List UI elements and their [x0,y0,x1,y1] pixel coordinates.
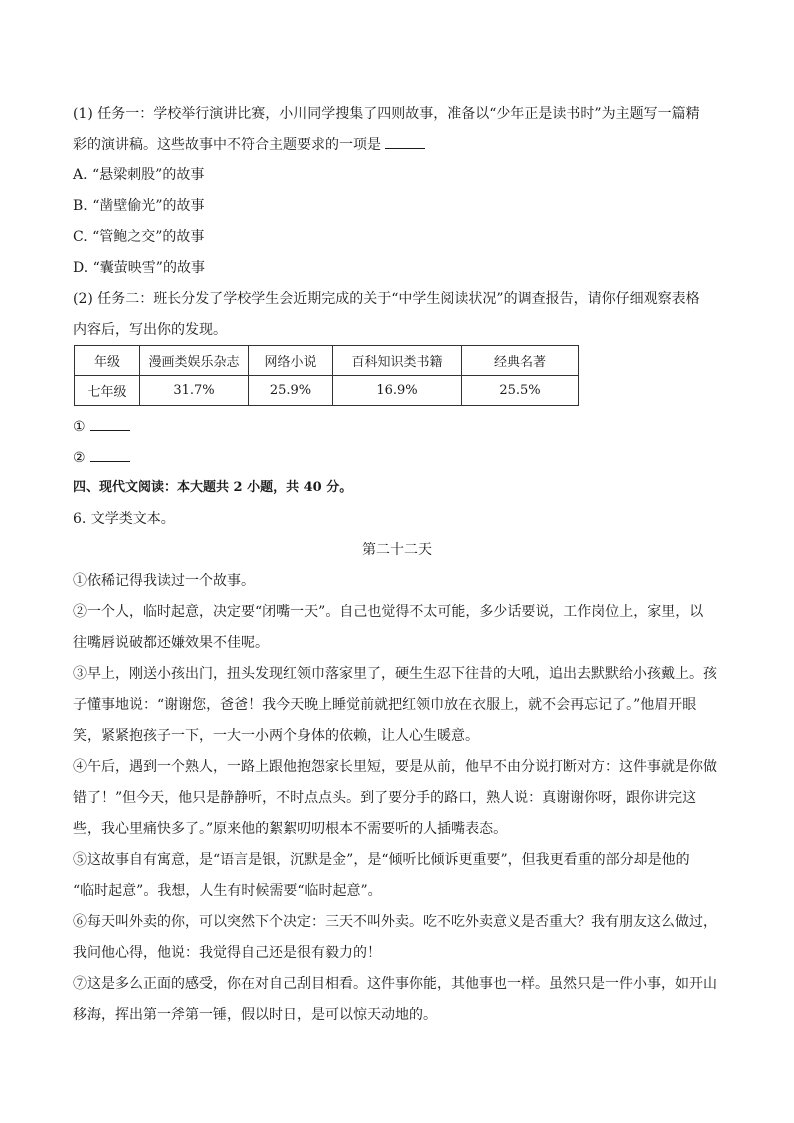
table-cell: 16.9% [333,376,462,406]
table-cell: 25.9% [249,376,333,406]
passage-line: 笑，紧紧抱孩子一下，一大一小两个身体的依赖，让人心生暖意。 [73,728,479,744]
section-heading [73,478,352,498]
answer-line-1 [73,416,130,437]
answer-marker-2: ② [73,450,86,466]
table-row [75,376,579,406]
passage-line: ⑦这是多么正面的感受，你在对自己刮目相看。这件事你能，其他事也一样。虽然只是一件小事，如开山 [73,976,717,992]
table-cell: 31.7% [140,376,249,406]
passage-line: ③早上，刚送小孩出门，扭头发现红领巾落家里了，硬生生忍下往昔的大吼，追出去默默给小孩戴上。孩 [73,666,717,682]
table-cell: 25.5% [462,376,579,406]
answer-blank-2[interactable] [90,447,130,462]
passage-line: 我问他心得，他说：我觉得自己还是很有毅力的！ [73,945,381,961]
table-header-cell: 网络小说 [249,346,333,376]
answer-marker-1: ① [73,419,86,435]
passage-line: ②一个人，临时起意，决定要“闭嘴一天”。自己也觉得不太可能，多少话要说，工作岗位上，家里，以 [73,604,704,620]
passage-line: 往嘴唇说破都还嫌效果不佳呢。 [73,635,269,651]
answer-blank[interactable] [385,134,425,149]
passage-title: 第二十二天 [362,542,432,558]
answer-line-2 [73,447,130,468]
table-header-cell: 漫画类娱乐杂志 [140,346,249,376]
section-heading-main: 四、现代文阅读： [73,480,178,495]
option-b[interactable]: B. “凿壁偷光”的故事 [73,198,205,214]
option-d[interactable]: D. “囊萤映雪”的故事 [73,260,205,276]
answer-blank-1[interactable] [90,416,130,431]
task1-line2 [73,134,425,155]
table-header-row [75,346,579,376]
passage-line: ⑥每天叫外卖的你，可以突然下个决定：三天不叫外卖。吃不吃外卖意义是否重大？我有朋友这么做过， [73,914,717,930]
passage-line: ④午后，遇到一个熟人，一路上跟他抱怨家长里短，要是从前，他早不由分说打断对方：这件事就是你做 [73,759,717,775]
passage-line: 移海，挥出第一斧第一锤，假以时日，是可以惊天动地的。 [73,1007,437,1023]
table-header-cell: 经典名著 [462,346,579,376]
option-a[interactable]: A. “悬梁刺股”的故事 [73,167,205,183]
passage-line: ⑤这故事自有寓意，是“语言是银，沉默是金”，是“倾听比倾诉更重要”，但我更看重的部分却是他的 [73,852,690,868]
survey-table [74,345,579,406]
option-c[interactable]: C. “管鲍之交”的故事 [73,229,205,245]
passage-line: 子懂事地说：“谢谢您，爸爸！我今天晚上睡觉前就把红领巾放在衣服上，就不会再忘记了。”他眉开眼 [73,697,697,713]
task2-line2: 内容后，写出你的发现。 [73,322,227,338]
task2-line1: (2) 任务二：班长分发了学校学生会近期完成的关于“中学生阅读状况”的调查报告，请你仔细观察表格 [73,291,700,307]
task1-question-text: 彩的演讲稿。这些故事中不符合主题要求的一项是 [73,137,381,153]
passage-line: 些，我心里痛快多了。”原来他的絮絮叨叨根本不需要听的人插嘴表态。 [73,821,508,837]
table-cell: 七年级 [75,376,140,406]
table-header-cell: 年级 [75,346,140,376]
passage-line: ①依稀记得我读过一个故事。 [73,573,255,589]
section-heading-detail: 本大题共 2 小题，共 40 分。 [177,480,353,495]
table-header-cell: 百科知识类书籍 [333,346,462,376]
question-6: 6. 文学类文本。 [73,511,175,527]
passage-line: “临时起意”。我想，人生有时候需要“临时起意”。 [73,883,382,899]
task1-line1: (1) 任务一：学校举行演讲比赛，小川同学搜集了四则故事，准备以“少年正是读书时”为主题写一篇精 [73,106,700,122]
passage-line: 错了！”但今天，他只是静静听，不时点点头。到了要分手的路口，熟人说：真谢谢你呀，跟你讲完这 [73,790,697,806]
